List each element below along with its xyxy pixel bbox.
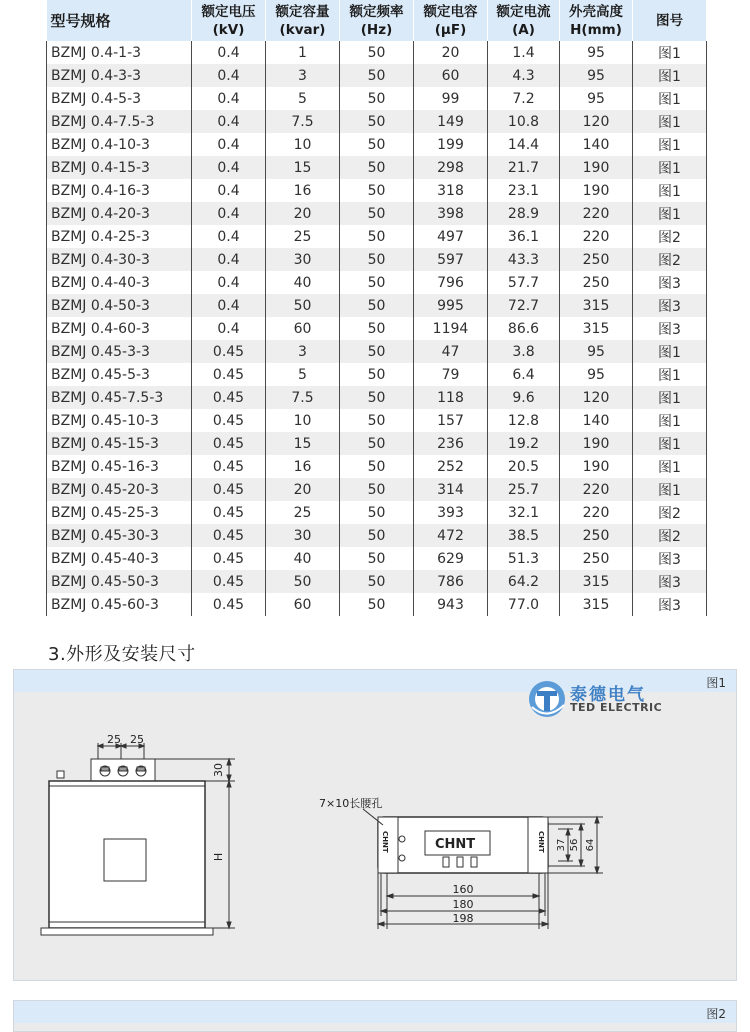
table-cell: 0.45	[192, 409, 266, 432]
table-cell: 0.45	[192, 455, 266, 478]
table-cell: 图3	[633, 547, 707, 570]
table-cell: 190	[560, 156, 633, 179]
table-cell: 190	[560, 432, 633, 455]
table-cell: 25	[266, 225, 340, 248]
table-cell: 23.1	[488, 179, 560, 202]
table-row	[47, 478, 707, 501]
table-cell: 19.2	[488, 432, 560, 455]
table-cell: 0.4	[192, 271, 266, 294]
table-cell: 0.4	[192, 110, 266, 133]
table-cell: 50	[340, 317, 414, 340]
table-cell: 28.9	[488, 202, 560, 225]
table-row	[47, 179, 707, 202]
table-cell: 20	[266, 202, 340, 225]
table-cell: 15	[266, 156, 340, 179]
table-cell: 318	[414, 179, 488, 202]
table-cell: BZMJ 0.4-20-3	[47, 202, 192, 225]
table-cell: 220	[560, 225, 633, 248]
table-cell: 图2	[633, 248, 707, 271]
table-cell: 0.4	[192, 179, 266, 202]
table-cell: 图1	[633, 340, 707, 363]
table-cell: 图1	[633, 110, 707, 133]
table-row	[47, 547, 707, 570]
table-cell: 21.7	[488, 156, 560, 179]
table-cell: 0.4	[192, 64, 266, 87]
table-cell: BZMJ 0.4-3-3	[47, 64, 192, 87]
table-cell: 50	[340, 179, 414, 202]
table-cell: 472	[414, 524, 488, 547]
table-cell: BZMJ 0.45-20-3	[47, 478, 192, 501]
table-cell: 20.5	[488, 455, 560, 478]
table-cell: 3.8	[488, 340, 560, 363]
table-cell: 250	[560, 248, 633, 271]
dim-body-height: H	[212, 852, 225, 862]
table-cell: 0.45	[192, 593, 266, 616]
table-row	[47, 501, 707, 524]
table-cell: 7.5	[266, 386, 340, 409]
table-cell: 118	[414, 386, 488, 409]
table-cell: 60	[414, 64, 488, 87]
table-cell: 50	[340, 501, 414, 524]
table-cell: 3	[266, 340, 340, 363]
table-cell: 10	[266, 409, 340, 432]
table-cell: 图1	[633, 64, 707, 87]
table-cell: 943	[414, 593, 488, 616]
table-row	[47, 409, 707, 432]
table-row	[47, 110, 707, 133]
table-cell: BZMJ 0.45-15-3	[47, 432, 192, 455]
table-cell: 20	[414, 41, 488, 64]
capacitor-dimension-drawing	[13, 691, 735, 979]
table-cell: 120	[560, 386, 633, 409]
table-cell: 图3	[633, 593, 707, 616]
table-cell: 50	[340, 87, 414, 110]
section-title: 3.外形及安装尺寸	[48, 644, 196, 665]
table-cell: 20	[266, 478, 340, 501]
table-cell: 0.4	[192, 294, 266, 317]
table-cell: 图3	[633, 570, 707, 593]
table-cell: BZMJ 0.4-15-3	[47, 156, 192, 179]
column-header-unit: (Hz)	[360, 21, 393, 38]
column-header-unit: (kV)	[212, 21, 245, 38]
table-cell: 95	[560, 64, 633, 87]
table-cell: 图1	[633, 87, 707, 110]
table-row	[47, 202, 707, 225]
table-cell: 0.4	[192, 248, 266, 271]
table-cell: 30	[266, 248, 340, 271]
table-cell: 796	[414, 271, 488, 294]
table-cell: 50	[340, 271, 414, 294]
table-cell: 60	[266, 593, 340, 616]
table-cell: BZMJ 0.45-16-3	[47, 455, 192, 478]
table-cell: BZMJ 0.4-7.5-3	[47, 110, 192, 133]
table-row	[47, 524, 707, 547]
table-cell: 64.2	[488, 570, 560, 593]
table-cell: 30	[266, 524, 340, 547]
table-cell: 43.3	[488, 248, 560, 271]
table-cell: 40	[266, 271, 340, 294]
table-cell: 7.5	[266, 110, 340, 133]
table-cell: 50	[340, 202, 414, 225]
table-cell: 190	[560, 455, 633, 478]
column-header-title: 额定频率	[349, 3, 404, 20]
table-cell: BZMJ 0.4-40-3	[47, 271, 192, 294]
table-cell: 1.4	[488, 41, 560, 64]
table-cell: 50	[340, 156, 414, 179]
table-cell: BZMJ 0.45-10-3	[47, 409, 192, 432]
table-row	[47, 570, 707, 593]
table-cell: 393	[414, 501, 488, 524]
table-cell: 1194	[414, 317, 488, 340]
column-header	[47, 0, 192, 41]
table-row	[47, 41, 707, 64]
table-cell: 0.4	[192, 202, 266, 225]
table-cell: 图2	[633, 501, 707, 524]
table-cell: 7.2	[488, 87, 560, 110]
table-row	[47, 225, 707, 248]
figure-2-label: 图2	[706, 1007, 726, 1021]
table-cell: 95	[560, 87, 633, 110]
table-cell: 4.3	[488, 64, 560, 87]
table-row	[47, 133, 707, 156]
table-cell: 图3	[633, 317, 707, 340]
table-cell: 16	[266, 179, 340, 202]
table-cell: 99	[414, 87, 488, 110]
table-cell: 50	[340, 547, 414, 570]
table-cell: 32.1	[488, 501, 560, 524]
column-header-unit: (A)	[512, 21, 535, 38]
table-cell: 47	[414, 340, 488, 363]
dim-width-160: 160	[452, 883, 474, 896]
dim-height-37: 37	[556, 838, 567, 852]
table-cell: 50	[340, 409, 414, 432]
table-cell: 图1	[633, 133, 707, 156]
table-row	[47, 248, 707, 271]
column-header	[633, 0, 707, 41]
table-cell: BZMJ 0.45-60-3	[47, 593, 192, 616]
table-cell: 50	[266, 570, 340, 593]
table-cell: BZMJ 0.45-3-3	[47, 340, 192, 363]
table-cell: 图1	[633, 455, 707, 478]
table-cell: 95	[560, 340, 633, 363]
table-cell: 0.45	[192, 501, 266, 524]
table-cell: 25	[266, 501, 340, 524]
table-cell: BZMJ 0.45-7.5-3	[47, 386, 192, 409]
table-cell: 图1	[633, 478, 707, 501]
table-cell: BZMJ 0.45-50-3	[47, 570, 192, 593]
table-cell: 0.4	[192, 87, 266, 110]
table-row	[47, 386, 707, 409]
table-cell: 9.6	[488, 386, 560, 409]
table-cell: 995	[414, 294, 488, 317]
table-cell: 15	[266, 432, 340, 455]
logo-english-text: TED ELECTRIC	[570, 701, 663, 714]
table-cell: 629	[414, 547, 488, 570]
table-row	[47, 64, 707, 87]
table-cell: 图1	[633, 386, 707, 409]
table-cell: 0.4	[192, 156, 266, 179]
table-cell: 14.4	[488, 133, 560, 156]
table-cell: 5	[266, 87, 340, 110]
column-header-title: 额定电压	[201, 3, 256, 20]
table-cell: 220	[560, 478, 633, 501]
table-cell: 40	[266, 547, 340, 570]
table-cell: 0.4	[192, 225, 266, 248]
table-cell: 25.7	[488, 478, 560, 501]
table-cell: 50	[340, 455, 414, 478]
side-brand-right: CHNT	[537, 831, 545, 853]
table-cell: 190	[560, 179, 633, 202]
table-cell: 50	[340, 248, 414, 271]
table-cell: 50	[340, 570, 414, 593]
column-header	[488, 0, 560, 41]
table-row	[47, 317, 707, 340]
table-cell: 0.45	[192, 547, 266, 570]
table-row	[47, 271, 707, 294]
table-cell: 0.45	[192, 386, 266, 409]
column-header-title: 额定电流	[496, 3, 551, 20]
table-cell: 50	[340, 593, 414, 616]
table-cell: 786	[414, 570, 488, 593]
table-cell: 298	[414, 156, 488, 179]
column-header-title: 图号	[656, 12, 683, 29]
table-cell: 398	[414, 202, 488, 225]
table-row	[47, 156, 707, 179]
table-body	[47, 41, 707, 616]
dim-terminal-height: 30	[212, 763, 225, 777]
table-cell: 图3	[633, 271, 707, 294]
table-cell: 50	[340, 41, 414, 64]
table-cell: 220	[560, 501, 633, 524]
table-cell: BZMJ 0.4-10-3	[47, 133, 192, 156]
table-cell: BZMJ 0.4-1-3	[47, 41, 192, 64]
table-cell: 0.45	[192, 524, 266, 547]
table-cell: 60	[266, 317, 340, 340]
table-cell: 50	[340, 432, 414, 455]
table-cell: 0.45	[192, 570, 266, 593]
table-cell: BZMJ 0.4-5-3	[47, 87, 192, 110]
table-cell: 140	[560, 133, 633, 156]
table-cell: 149	[414, 110, 488, 133]
table-cell: 86.6	[488, 317, 560, 340]
column-header-unit: (μF)	[434, 21, 467, 38]
figure-1-label: 图1	[706, 676, 726, 690]
table-cell: 0.4	[192, 133, 266, 156]
table-cell: 497	[414, 225, 488, 248]
column-header	[192, 0, 266, 41]
table-cell: 0.4	[192, 317, 266, 340]
table-cell: 50	[340, 386, 414, 409]
table-cell: 236	[414, 432, 488, 455]
header-row	[47, 0, 707, 41]
column-header-title: 外壳高度	[569, 3, 623, 20]
column-header-unit: (kvar)	[279, 21, 326, 38]
table-cell: 50	[340, 64, 414, 87]
dim-height-64: 64	[585, 838, 596, 852]
table-header	[47, 0, 707, 41]
table-cell: 157	[414, 409, 488, 432]
spec-table	[46, 0, 707, 616]
table-cell: 50	[340, 294, 414, 317]
dim-slot-label: 7×10长腰孔	[319, 797, 383, 810]
dim-pitch-a: 25	[107, 733, 121, 746]
column-header-title: 额定电容	[423, 3, 478, 20]
table-cell: 50	[340, 225, 414, 248]
table-cell: 50	[340, 524, 414, 547]
table-cell: BZMJ 0.45-25-3	[47, 501, 192, 524]
table-cell: 12.8	[488, 409, 560, 432]
table-cell: 252	[414, 455, 488, 478]
table-cell: 57.7	[488, 271, 560, 294]
table-cell: 图3	[633, 294, 707, 317]
table-cell: 0.45	[192, 363, 266, 386]
figure-2-panel	[13, 1000, 737, 1032]
table-cell: 50	[340, 110, 414, 133]
dim-width-180: 180	[452, 898, 474, 911]
table-cell: BZMJ 0.4-60-3	[47, 317, 192, 340]
table-cell: 图2	[633, 225, 707, 248]
table-cell: 95	[560, 363, 633, 386]
table-cell: 0.45	[192, 478, 266, 501]
table-cell: 315	[560, 294, 633, 317]
logo-chinese-text: 泰德电气	[570, 685, 646, 705]
table-cell: 10	[266, 133, 340, 156]
table-cell: BZMJ 0.4-50-3	[47, 294, 192, 317]
dim-height-56: 56	[569, 838, 580, 852]
table-cell: 10.8	[488, 110, 560, 133]
table-cell: 图1	[633, 41, 707, 64]
table-cell: 50	[340, 363, 414, 386]
table-cell: 图1	[633, 202, 707, 225]
table-cell: 140	[560, 409, 633, 432]
dim-pitch-b: 25	[130, 733, 144, 746]
table-cell: 199	[414, 133, 488, 156]
top-view	[363, 809, 603, 929]
table-cell: 图2	[633, 524, 707, 547]
table-cell: 50	[340, 478, 414, 501]
table-cell: 250	[560, 271, 633, 294]
column-header	[414, 0, 488, 41]
table-row	[47, 593, 707, 616]
table-cell: 1	[266, 41, 340, 64]
table-cell: 50	[340, 133, 414, 156]
table-cell: 597	[414, 248, 488, 271]
table-cell: BZMJ 0.45-5-3	[47, 363, 192, 386]
table-cell: 51.3	[488, 547, 560, 570]
column-header	[560, 0, 633, 41]
table-cell: 5	[266, 363, 340, 386]
table-cell: 6.4	[488, 363, 560, 386]
column-header	[340, 0, 414, 41]
table-cell: BZMJ 0.4-16-3	[47, 179, 192, 202]
table-row	[47, 363, 707, 386]
table-cell: BZMJ 0.4-30-3	[47, 248, 192, 271]
table-cell: 图1	[633, 409, 707, 432]
table-cell: 36.1	[488, 225, 560, 248]
table-cell: 77.0	[488, 593, 560, 616]
table-row	[47, 87, 707, 110]
front-view	[41, 743, 235, 935]
table-cell: BZMJ 0.45-30-3	[47, 524, 192, 547]
table-cell: 220	[560, 202, 633, 225]
table-cell: BZMJ 0.45-40-3	[47, 547, 192, 570]
table-cell: 79	[414, 363, 488, 386]
table-cell: 315	[560, 570, 633, 593]
table-cell: 72.7	[488, 294, 560, 317]
table-cell: 0.45	[192, 432, 266, 455]
dim-width-198: 198	[452, 912, 474, 925]
chnt-logo-icon: CHNT	[435, 837, 476, 852]
table-cell: 图1	[633, 363, 707, 386]
table-row	[47, 432, 707, 455]
table-row	[47, 294, 707, 317]
table-row	[47, 455, 707, 478]
column-header-title: 额定容量	[275, 3, 330, 20]
table-cell: 图1	[633, 432, 707, 455]
table-cell: 图1	[633, 156, 707, 179]
side-brand-left: CHNT	[381, 831, 389, 853]
table-cell: 3	[266, 64, 340, 87]
table-cell: 315	[560, 593, 633, 616]
table-cell: 0.4	[192, 41, 266, 64]
table-cell: 120	[560, 110, 633, 133]
table-cell: 16	[266, 455, 340, 478]
column-header-unit: H(mm)	[570, 21, 622, 38]
column-header-title: 型号规格	[50, 11, 111, 30]
table-cell: 50	[340, 340, 414, 363]
table-cell: 0.45	[192, 340, 266, 363]
column-header	[266, 0, 340, 41]
table-cell: BZMJ 0.4-25-3	[47, 225, 192, 248]
table-cell: 314	[414, 478, 488, 501]
table-cell: 315	[560, 317, 633, 340]
table-cell: 38.5	[488, 524, 560, 547]
table-cell: 250	[560, 524, 633, 547]
table-cell: 250	[560, 547, 633, 570]
table-cell: 95	[560, 41, 633, 64]
table-row	[47, 340, 707, 363]
table-cell: 50	[266, 294, 340, 317]
table-cell: 图1	[633, 179, 707, 202]
